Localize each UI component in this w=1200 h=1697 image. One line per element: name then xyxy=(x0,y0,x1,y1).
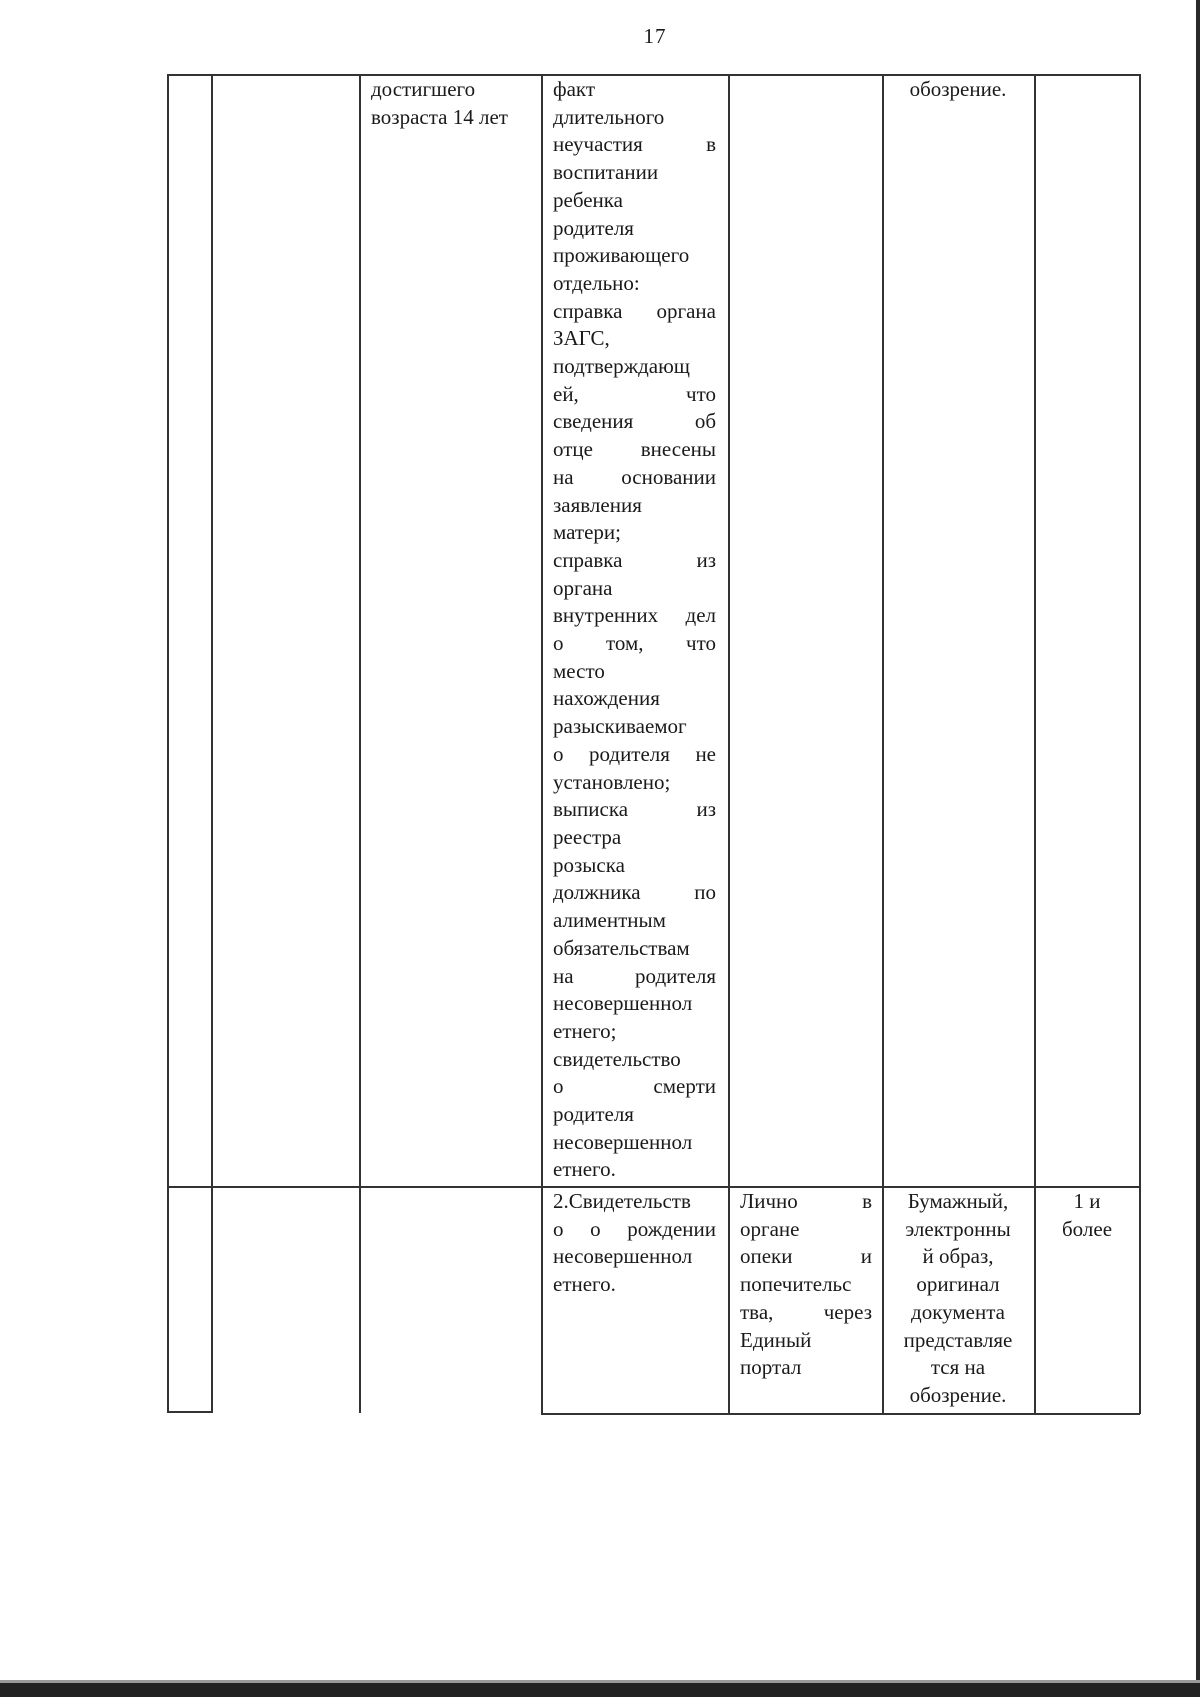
cell-line: й образ, xyxy=(922,1244,994,1269)
cell-line: представляе xyxy=(903,1327,1013,1352)
cell-line: на родителя xyxy=(553,963,716,988)
cell-line: тва, через xyxy=(740,1299,872,1324)
cell-line: о родителя не xyxy=(553,741,716,766)
column-divider xyxy=(882,74,884,1414)
row1-form-cell xyxy=(886,76,1030,104)
table-right-border xyxy=(1139,74,1141,1414)
cell-line: длительного xyxy=(553,104,665,129)
column-divider xyxy=(728,74,730,1414)
row2-form-cell xyxy=(886,1188,1030,1410)
cell-line: несовершеннол xyxy=(553,1129,693,1154)
cell-line: заявления xyxy=(553,492,642,517)
cell-line: должника по xyxy=(553,880,716,905)
cell-line: проживающего xyxy=(553,243,690,268)
cell-line: портал xyxy=(740,1355,802,1380)
cell-line: справка органа xyxy=(553,298,716,323)
cell-line: более xyxy=(1061,1216,1113,1241)
table-left-border xyxy=(167,74,169,1413)
cell-line: ЗАГС, xyxy=(553,326,610,351)
cell-line: Бумажный, xyxy=(907,1189,1009,1213)
cell-line: отдельно: xyxy=(553,270,640,295)
cell-line: выписка из xyxy=(553,797,716,822)
cell-line: ребенка xyxy=(553,187,623,212)
row2-count-cell xyxy=(1038,1188,1136,1243)
row1-age-cell xyxy=(371,76,531,131)
cell-bottom-border xyxy=(167,1411,212,1413)
cell-line: факт xyxy=(553,77,596,101)
scan-edge-right xyxy=(1196,0,1200,1680)
cell-line: органа xyxy=(553,575,613,600)
cell-line: нахождения xyxy=(553,686,660,711)
row1-documents-cell xyxy=(553,76,716,1184)
cell-line: етнего; xyxy=(553,1018,617,1043)
cell-line: Лично в xyxy=(740,1189,872,1213)
cell-line: подтверждающ xyxy=(553,354,690,379)
cell-line: етнего. xyxy=(553,1157,616,1182)
cell-line: опеки и xyxy=(740,1244,872,1269)
cell-line: обязательствам xyxy=(553,935,690,960)
cell-line: родителя xyxy=(553,1102,634,1127)
cell-line: несовершеннол xyxy=(553,1244,693,1269)
cell-bottom-border xyxy=(541,1413,1140,1415)
column-divider xyxy=(211,74,213,1413)
column-divider xyxy=(541,74,543,1414)
cell-line: установлено; xyxy=(553,769,671,794)
cell-line: документа xyxy=(911,1299,1005,1324)
cell-line: достигшего xyxy=(371,77,476,101)
cell-line: неучастия в xyxy=(553,132,716,157)
cell-line: обозрение. xyxy=(909,77,1007,101)
cell-line: реестра xyxy=(553,824,622,849)
cell-line: внутренних дел xyxy=(553,603,716,628)
cell-line: сведения об xyxy=(553,409,716,434)
cell-line: родителя xyxy=(553,215,634,240)
row2-method-cell xyxy=(740,1188,872,1382)
cell-line: органе xyxy=(740,1216,800,1241)
cell-line: матери; xyxy=(553,520,621,545)
column-divider xyxy=(359,74,361,1413)
row2-documents-cell xyxy=(553,1188,716,1299)
cell-line: Единый xyxy=(740,1327,812,1352)
cell-line: о смерти xyxy=(553,1074,716,1099)
cell-line: отце внесены xyxy=(553,437,716,462)
cell-line: место xyxy=(553,658,605,683)
cell-line: возраста 14 лет xyxy=(371,104,508,129)
cell-line: 1 и xyxy=(1073,1189,1101,1213)
cell-line: о о рождении xyxy=(553,1216,716,1241)
cell-line: на основании xyxy=(553,464,716,489)
cell-line: обозрение. xyxy=(909,1382,1007,1407)
cell-line: разыскиваемог xyxy=(553,714,687,739)
cell-line: о том, что xyxy=(553,631,716,656)
cell-line: ей, что xyxy=(553,381,716,406)
cell-line: 2.Свидетельств xyxy=(553,1189,691,1213)
cell-line: воспитании xyxy=(553,160,659,185)
cell-line: попечительс xyxy=(740,1272,852,1297)
cell-line: справка из xyxy=(553,547,716,572)
column-divider xyxy=(1034,74,1036,1414)
cell-line: несовершеннол xyxy=(553,991,693,1016)
cell-line: розыска xyxy=(553,852,625,877)
cell-line: свидетельство xyxy=(553,1046,681,1071)
cell-line: электронны xyxy=(905,1216,1011,1241)
cell-line: етнего. xyxy=(553,1272,616,1297)
cell-line: тся на xyxy=(930,1355,986,1380)
cell-line: оригинал xyxy=(916,1272,1000,1297)
cell-line: алиментным xyxy=(553,908,666,933)
page-number: 17 xyxy=(643,24,667,48)
scan-edge-bottom xyxy=(0,1683,1200,1697)
